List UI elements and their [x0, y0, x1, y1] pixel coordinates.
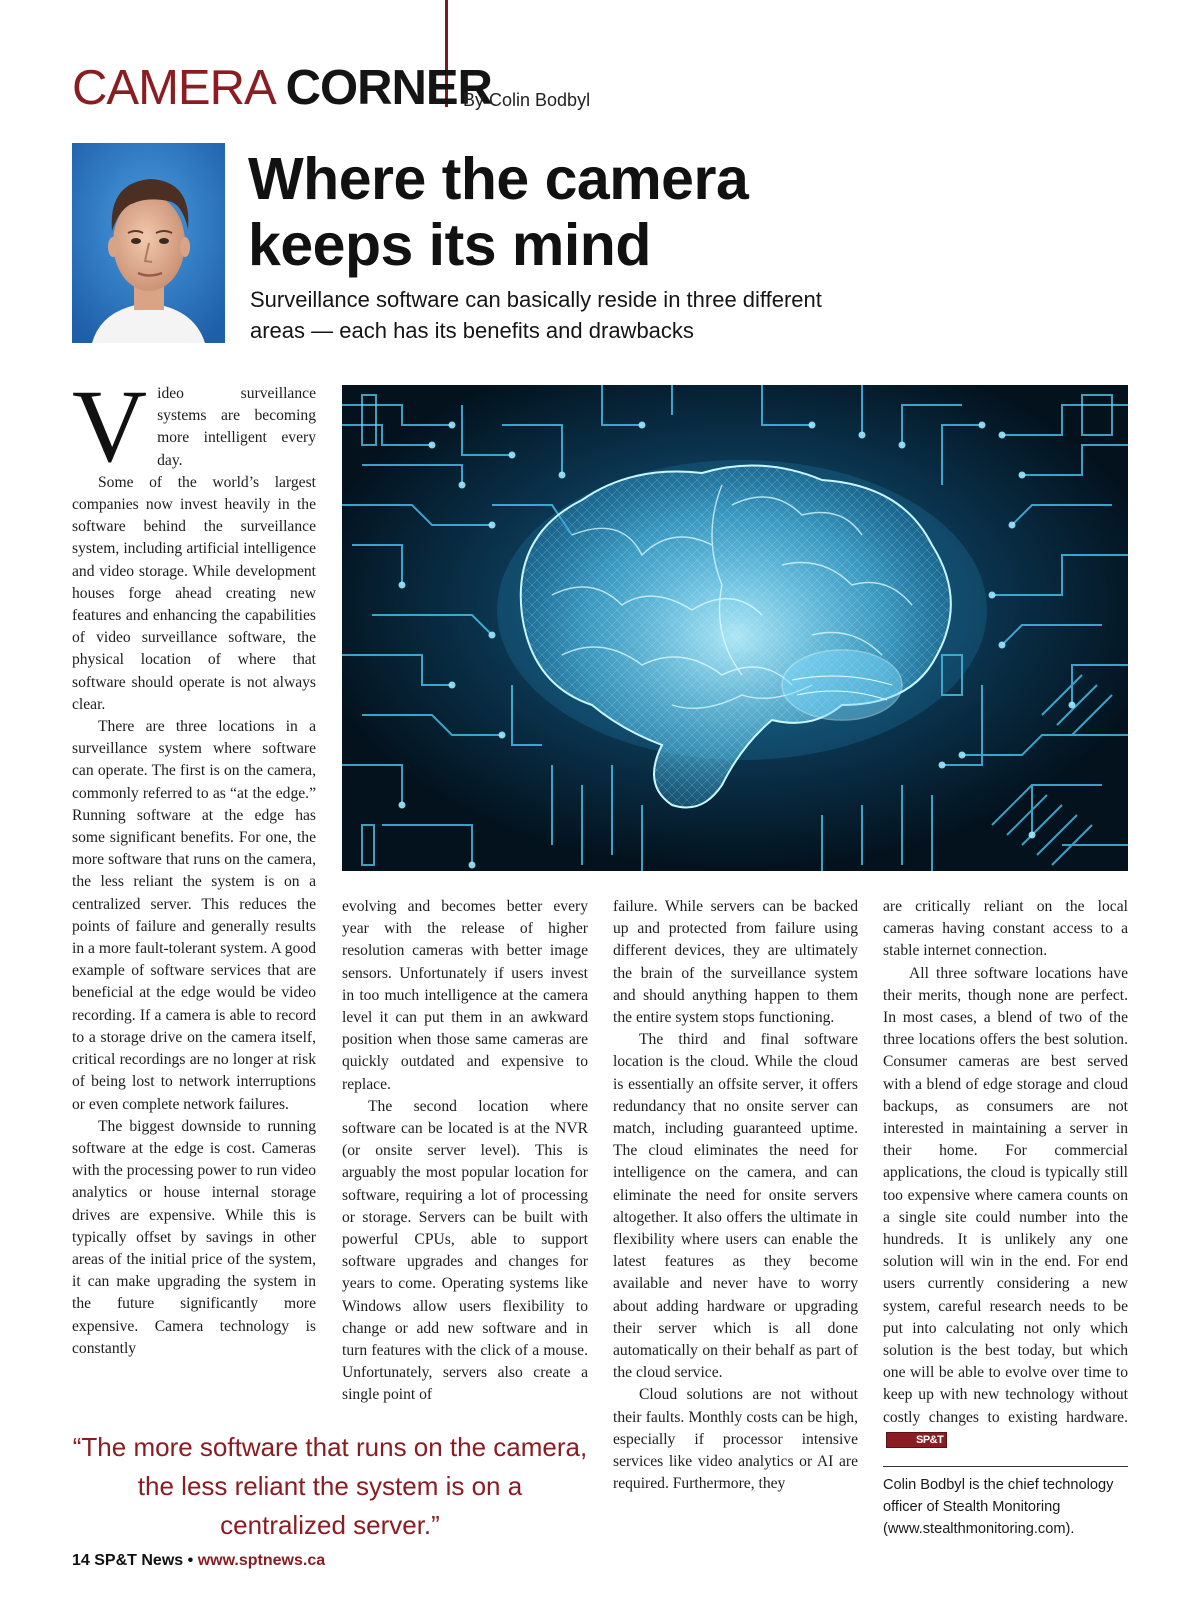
author-photo: [72, 143, 225, 343]
bio-divider: [883, 1466, 1128, 1467]
footer-bullet: •: [187, 1552, 194, 1569]
paragraph-intro: [72, 369, 316, 484]
paragraph: There are three locations in a surveillance system where software can operate. The first is on the camera, commonly referred to as “at the edge.” Running software at the edge has some significant benefits. For one, the more software that runs on the camera, the less reliant the system is on a centralized server. This reduces the points of failure and generally results in a more fault-tolerant system. A good example of software services that are beneficial at the edge would be video recording. If a camera is able to record to a storage drive on the camera itself, critical recordings are no longer at risk of being lost to network interruptions or even complete network failures.: [72, 718, 316, 1113]
pull-quote: “The more software that runs on the camera, the less reliant the system is on a centralized server.”: [72, 1432, 588, 1540]
deck-line-1: Surveillance software can basically reside in three different: [250, 287, 822, 312]
paragraph: are critically reliant on the local cameras having constant access to a stable internet connection.: [883, 898, 1128, 960]
paragraph: [883, 963, 1128, 1451]
section-title-corner: CORNER: [285, 61, 492, 115]
article-column-4: [883, 896, 1128, 1451]
paragraph: evolving and becomes better every year with the release of higher resolution cameras with better image sensors. Unfortunately if users invest in too much intelligence at the camera level it can put them in an awkward position when those same cameras are quickly outdated and expensive to replace.: [342, 898, 588, 1093]
paragraph: The biggest downside to running software at the edge is cost. Cameras with the processing power to run video analytics or house internal storage drives are expensive. While this is typically offset by savings in other areas of the initial price of the system, it can make upgrading the system in the future significantly more expensive. Camera technology is constantly: [72, 1117, 316, 1357]
publication-name: SP&T News: [94, 1552, 184, 1569]
deck-line-2: areas — each has its benefits and drawbacks: [250, 318, 694, 343]
author-bio: Colin Bodbyl is the chief technology officer of Stealth Monitoring (www.stealthmonitoring.com).: [883, 1477, 1114, 1537]
paragraph: failure. While servers can be backed up and protected from failure using different devices, they are ultimately the brain of the surveillance system and should anything happen to them the entire system stops functioning.: [613, 898, 858, 1027]
page-number: 14: [72, 1552, 90, 1569]
headline: [248, 146, 888, 278]
brain-circuit-image: [342, 385, 1128, 871]
article-column-3: [613, 896, 858, 1495]
drop-cap: V: [72, 369, 148, 484]
deck: [250, 284, 890, 346]
headline-line-1: Where the camera: [248, 146, 749, 212]
page-footer: [72, 1552, 325, 1570]
paragraph: The second location where software can be located is at the NVR (or onsite server level). This is arguably the most popular location for software, requiring a lot of processing or storage. Servers can be built with powerful CPUs, able to support software upgrades and changes for years to come. Operating systems like Windows allow users flexibility to change or add new software and in turn features with the click of a mouse. Unfortunately, servers also create a single point of: [342, 1097, 588, 1404]
headline-line-2: keeps its mind: [248, 212, 651, 278]
byline: By Colin Bodbyl: [463, 90, 591, 110]
section-title-camera: CAMERA: [72, 61, 273, 115]
paragraph: Cloud solutions are not without their faults. Monthly costs can be high, especially if processor intensive services like video analytics or AI are required. Furthermore, they: [613, 1386, 858, 1493]
paragraph: The third and final software location is the cloud. While the cloud is essentially an offsite server, it offers redundancy that no onsite server can match, including guaranteed uptime. The cloud eliminates the need for intelligence on the camera, and can eliminate the need for onsite servers altogether. It also offers the ultimate in flexibility where users can enable the latest features as they become available and never have to worry about adding hardware or upgrading their server which is all done automatically on their behalf as part of the cloud service.: [613, 1031, 858, 1382]
article-column-2: [342, 896, 588, 1407]
paragraph: Some of the world’s largest companies now invest heavily in the software behind the surveillance system, including artificial intelligence and video storage. While development houses forge ahead creating new features and enhancing the capabilities of video surveillance software, the physical location of where that software should operate is not always clear.: [72, 473, 316, 713]
article-column-1: [72, 369, 316, 1360]
footer-url-link[interactable]: www.sptnews.ca: [197, 1552, 326, 1569]
intro-text: ideo surveillance systems are becoming more intelligent every day.: [157, 385, 316, 469]
closing-text: All three software locations have their merits, though none are perfect. In most cases, a blend of two of the three locations offers the best solution. Consumer cameras are best served with a blend of edge storage and cloud backups, as consumers are not interested in maintaining a server in their home. For commercial applications, the cloud is typically still too expensive where camera counts on a single site could number into the hundreds. It is unlikely any one solution will win in the end. For end users currently considering a new system, careful research needs to be put into calculating not only which solution is the best today, but which one will be able to evolve over time to keep up with new technology without costly changes to existing hardware.: [883, 964, 1128, 1426]
section-title: [72, 58, 492, 118]
end-mark-logo: SP&T: [886, 1432, 947, 1448]
